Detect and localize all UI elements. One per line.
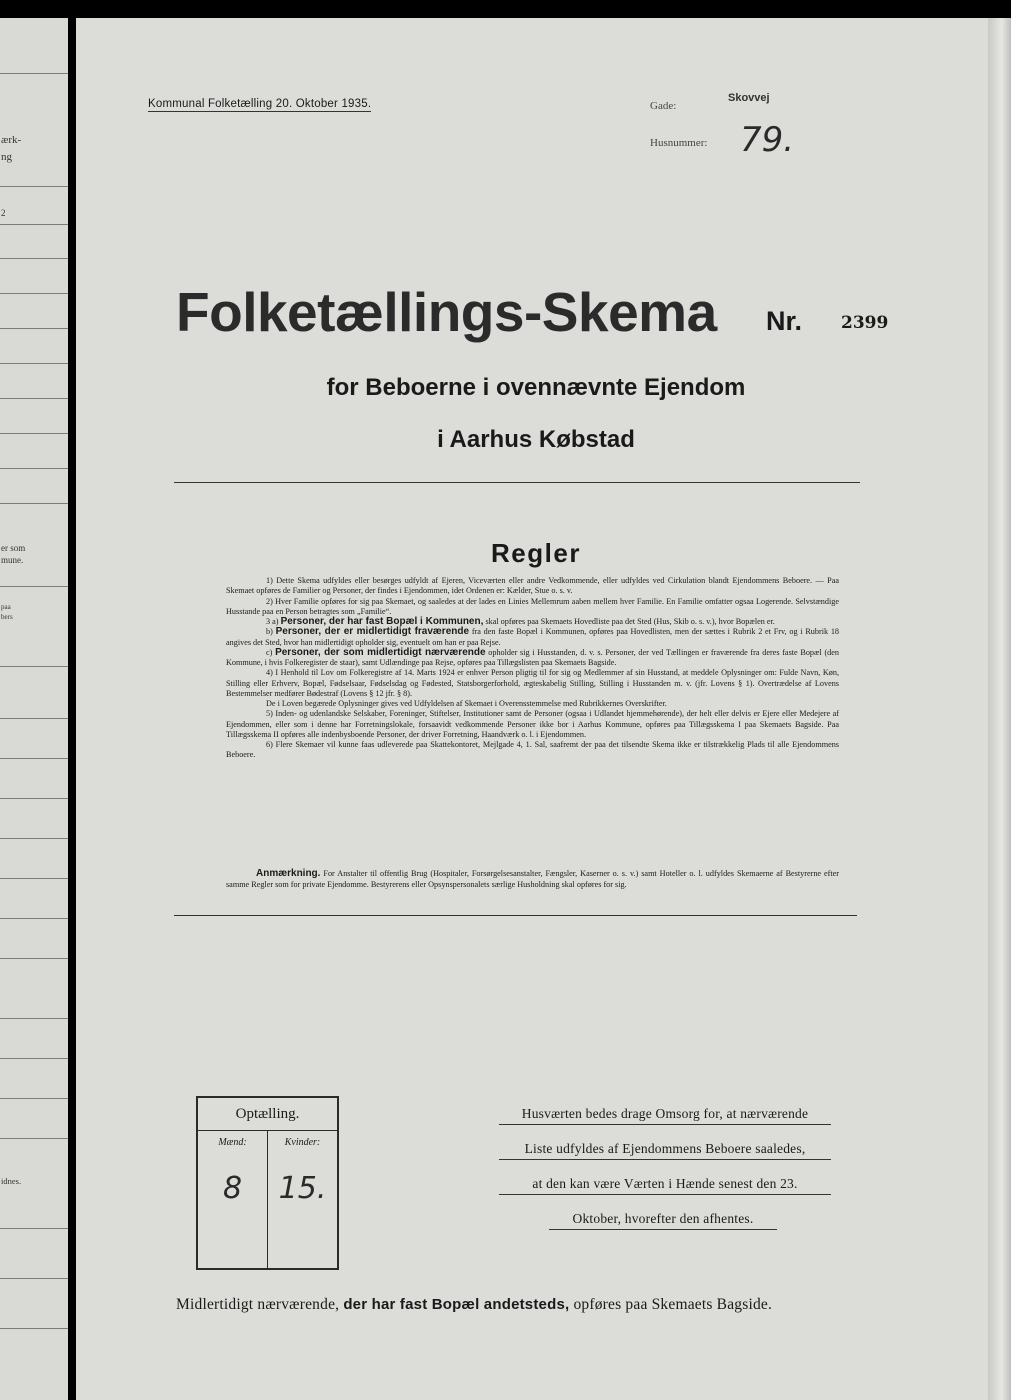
footer-note (176, 1296, 956, 1314)
rule-3b-emphasis: Personer, der er midlertidigt fraværende (275, 626, 470, 638)
footer-pre: Midlertidigt nærværende, (176, 1296, 340, 1313)
footer-bold: der har fast Bopæl andetsteds, (343, 1296, 570, 1313)
adjacent-fragment: ærk- (1, 134, 22, 146)
rule-3b: b) Personer, der er midlertidigt fraværende fra den faste Bopæl i Kommunen, opføres paa Hovedlisten, men der sættes i Rubrik 2 et Frv, og i Rubrik 18 angives det Sted, hvor han midlertidigt opholder sig, eventuelt om han er paa Rejse. (226, 626, 840, 647)
rule-5: 5) Inden- og udenlandske Selskaber, Foreninger, Stiftelser, Institutioner samt de Personer (ogsaa i Udlandet hjemmehørende), der helt eller delvis er Ejere eller Medejere af Ejendommen, eller som i denne har Forretningslokale, forsaavidt vedkommende Personer ikke bor i Aarhus Kommune, opføres paa Tillægsskema I paa Skemaets Bagside. Paa Tillægsskema II opføres alle indenbysboende Personer, der driver Forretning, Haandværk o. l. i Ejendommen. (226, 709, 839, 739)
optaelling-title: Optælling. (198, 1098, 337, 1131)
notice-line-4: Oktober, hvorefter den afhentes. (549, 1211, 777, 1230)
rules-heading: Regler (491, 538, 581, 568)
rule-3c: c) Personer, der som midlertidigt nærværende opholder sig i Husstanden, d. v. s. Personer, der ved Tællingen er fraværende fra deres faste Bopæl (den Kommune, i hvis Folkeregister de staar), samt Udlændinge paa Rejse, opføres paa Tillægslisten paa Skemaets Bagside. (226, 646, 839, 667)
rule-4: 4) I Henhold til Lov om Folkeregistre af 14. Marts 1924 er enhver Person pligtig til for sig og Medlemmer af sin Husstand, at meddele Oplysninger om: Fulde Navn, Køn, Stilling eller Erhverv, Bopæl, Fødselsaar, Fødselsdag og Fødested, Statsborgerforhold, ægteskabelig Stilling, Stilling i Husstanden m. v. (jfr. Lovens § 1). Overtrædelse af Lovens Bestemmelser medfører Bødestraf (Lovens § 12 jfr. § 8). (226, 668, 839, 698)
rule-3a-emphasis: Personer, der har fast Bopæl i Kommunen, (280, 616, 484, 627)
rule-6: 6) Flere Skemaer vil kunne faas udleverede paa Skattekontoret, Mejlgade 4, 1. Sal, saafremt der paa det tilsendte Skema ikke er tilstrækkelig Plads til alle Ejendommens Beboere. (226, 740, 839, 760)
adjacent-fragment: idnes. (1, 1176, 22, 1186)
notice-line-1: Husværten bedes drage Omsorg for, at nærværende (499, 1106, 831, 1125)
rule-3a: 3 a) Personer, der har fast Bopæl i Kommunen, skal opføres paa Skemaets Hovedliste paa det Sted (Hus, Skib o. s. v.), hvor Bopælen er. (266, 616, 775, 627)
maend-count: 8 (222, 1171, 243, 1206)
husnummer-label: Husnummer: (650, 137, 708, 149)
anmaerkning-note (226, 868, 839, 890)
census-form-page (76, 18, 996, 1400)
adjacent-fragment: 2 (1, 208, 6, 218)
adjacent-page-strip (0, 18, 68, 1400)
census-date-line: Kommunal Folketælling 20. Oktober 1935. (148, 98, 372, 110)
optaelling-box (196, 1096, 339, 1270)
kvinder-label: Kvinder: (284, 1137, 321, 1148)
adjacent-fragment: ng (1, 151, 12, 163)
stacked-page-edges (988, 18, 1011, 1400)
notice-line-3: at den kan være Værten i Hænde senest den 23. (499, 1176, 831, 1195)
gade-value-stamp: Skovvej (728, 92, 770, 104)
rules-text (226, 576, 839, 761)
maend-column (198, 1131, 268, 1268)
adjacent-fragment: bers (1, 613, 13, 621)
rule-2: 2) Hver Familie opføres for sig paa Skemaet, og saaledes at der lades en Linies Mellemrum aaben mellem hver Familie. En Familie omfatter ogsaa Logerende. Selvstændige Husstande paa en Person betragtes som „Familie“. (226, 596, 839, 616)
rule-1: 1) Dette Skema udfyldes eller besørges udfyldt af Ejeren, Viceværten eller andre Vedkommende, eller udfyldes ved Cirkulation blandt Ejendommens Beboere. — Paa Skemaet opføres de Familier og Personer, der findes i Ejendommen, idet Ordenen er: Kælder, Stue o. s. v. (226, 576, 839, 596)
form-title: Folketællings-Skema (176, 281, 717, 343)
anmaerkning-label: Anmærkning. (256, 868, 321, 879)
husnummer-value: 79. (740, 120, 795, 160)
notice-line-2: Liste udfyldes af Ejendommens Beboere saaledes, (499, 1141, 831, 1160)
form-subtitle: for Beboerne i ovennævnte Ejendom (326, 374, 746, 401)
footer-post: opføres paa Skemaets Bagside. (573, 1296, 773, 1313)
gade-label: Gade: (650, 100, 677, 112)
adjacent-fragment: mune. (1, 555, 24, 565)
form-city: i Aarhus Købstad (437, 426, 635, 453)
rule-4b: De i Loven begærede Oplysninger gives ved Udfyldelsen af Skemaet i Overensstemmelse med Rubrikkernes Overskrifter. (266, 699, 667, 708)
rule-3c-emphasis: Personer, der som midlertidigt nærværende (275, 646, 486, 658)
maend-label: Mænd: (218, 1137, 247, 1148)
adjacent-fragment: paa (1, 603, 11, 611)
form-nr-label: Nr. (766, 306, 803, 336)
adjacent-fragment: er som (1, 543, 26, 553)
kvinder-count: 15. (278, 1171, 327, 1206)
divider (174, 482, 860, 483)
form-nr-value: 2399 (841, 313, 889, 333)
divider (174, 915, 857, 916)
anmaerkning-text: For Anstalter til offentlig Brug (Hospitaler, Forsørgelsesanstalter, Fængsler, Kaserner o. s. v.) samt Hoteller o. l. udfyldes Skemaerne af Bestyrerne efter samme Regler som for private Ejendomme. Bestyrerens eller Opsynspersonalets særlige Husholdning skal opføres for sig. (226, 869, 839, 889)
kvinder-column (268, 1131, 337, 1268)
